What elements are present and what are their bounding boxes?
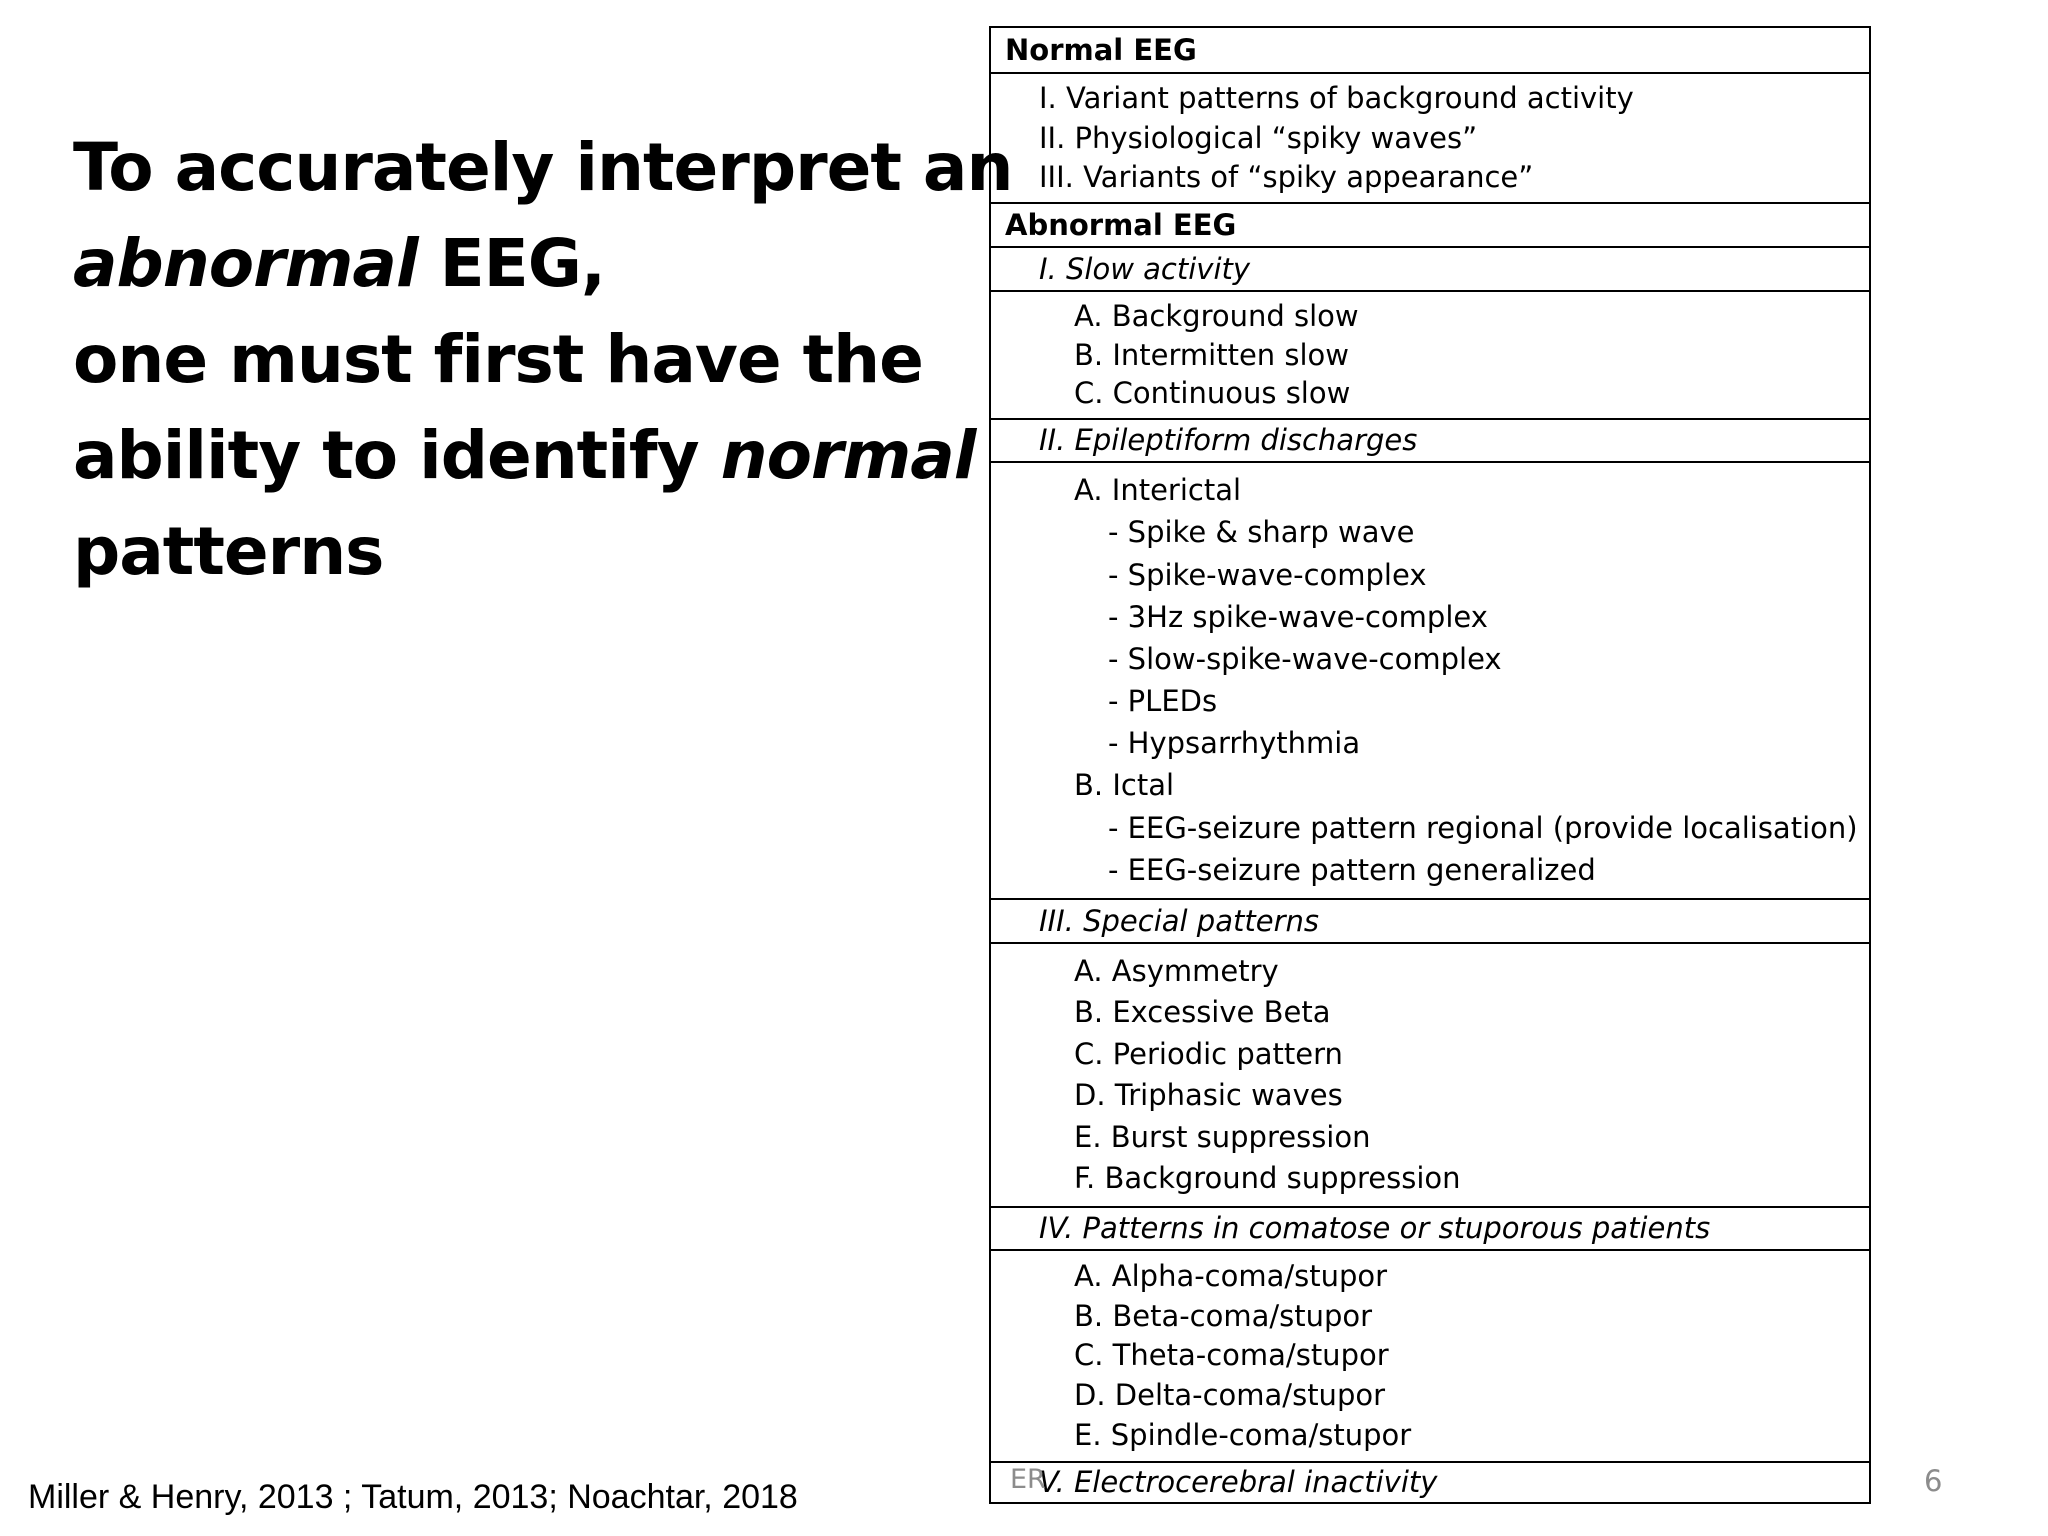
ictal-item: - EEG-seizure pattern regional (provide localisation) bbox=[1108, 810, 1858, 845]
heading-line-3: one must first have the bbox=[73, 321, 923, 398]
interictal-item: - Slow-spike-wave-complex bbox=[1108, 641, 1502, 676]
section-special-title bbox=[991, 898, 1869, 942]
coma-item: D. Delta-coma/stupor bbox=[1074, 1378, 1386, 1413]
coma-patterns-heading: IV. Patterns in comatose or stuporous patients bbox=[1039, 1211, 1711, 1245]
slide-heading bbox=[73, 120, 1013, 600]
heading-line-1: To accurately interpret an bbox=[73, 129, 1013, 206]
epileptiform-heading: II. Epileptiform discharges bbox=[1039, 423, 1418, 457]
interictal-item: - Spike-wave-complex bbox=[1108, 557, 1427, 592]
electrocerebral-inactivity-heading: V. Electrocerebral inactivity bbox=[1039, 1465, 1438, 1499]
coma-item: E. Spindle-coma/stupor bbox=[1074, 1418, 1412, 1453]
special-item: B. Excessive Beta bbox=[1074, 995, 1331, 1030]
ictal-label: B. Ictal bbox=[1074, 768, 1175, 803]
section-slow-items bbox=[991, 290, 1869, 418]
section-normal-items bbox=[991, 72, 1869, 202]
footer-text: ER bbox=[1010, 1464, 1046, 1495]
special-item: D. Triphasic waves bbox=[1074, 1078, 1343, 1113]
normal-eeg-heading: Normal EEG bbox=[1005, 32, 1197, 67]
references-footer: Miller & Henry, 2013 ; Tatum, 2013; Noachtar, 2018 bbox=[28, 1478, 798, 1516]
heading-line-2 bbox=[73, 216, 953, 312]
interictal-item: - Hypsarrhythmia bbox=[1108, 726, 1361, 761]
section-coma-title bbox=[991, 1206, 1869, 1249]
coma-item: B. Beta-coma/stupor bbox=[1074, 1298, 1373, 1333]
special-item: A. Asymmetry bbox=[1074, 953, 1279, 988]
special-item: E. Burst suppression bbox=[1074, 1119, 1371, 1154]
special-patterns-heading: III. Special patterns bbox=[1039, 903, 1319, 938]
section-epileptiform-items bbox=[991, 461, 1869, 898]
abnormal-eeg-heading: Abnormal EEG bbox=[1005, 207, 1237, 242]
interictal-item: - 3Hz spike-wave-complex bbox=[1108, 599, 1488, 634]
normal-item: III. Variants of “spiky appearance” bbox=[1039, 159, 1534, 194]
heading-line-2-rest: EEG, bbox=[417, 225, 605, 302]
slow-activity-heading: I. Slow activity bbox=[1039, 251, 1251, 286]
eeg-classification-table bbox=[989, 26, 1871, 1504]
normal-item: I. Variant patterns of background activity bbox=[1039, 81, 1634, 116]
section-epileptiform-title bbox=[991, 418, 1869, 461]
normal-item: II. Physiological “spiky waves” bbox=[1039, 120, 1478, 155]
ictal-item: - EEG-seizure pattern generalized bbox=[1108, 852, 1596, 887]
section-special-items bbox=[991, 942, 1869, 1206]
heading-emphasis-abnormal: abnormal bbox=[73, 225, 418, 302]
slow-item: B. Intermitten slow bbox=[1074, 337, 1350, 372]
section-abnormal-title bbox=[991, 202, 1869, 246]
slow-item: A. Background slow bbox=[1074, 298, 1359, 333]
heading-line-4-pre: ability to identify bbox=[73, 417, 721, 494]
interictal-label: A. Interictal bbox=[1074, 473, 1242, 508]
interictal-item: - Spike & sharp wave bbox=[1108, 515, 1415, 550]
section-coma-items bbox=[991, 1249, 1869, 1461]
slide-number: 6 bbox=[1924, 1464, 1943, 1498]
interictal-item: - PLEDs bbox=[1108, 684, 1218, 719]
coma-item: C. Theta-coma/stupor bbox=[1074, 1338, 1389, 1373]
special-item: C. Periodic pattern bbox=[1074, 1036, 1343, 1071]
slow-item: C. Continuous slow bbox=[1074, 376, 1351, 411]
heading-emphasis-normal: normal bbox=[720, 417, 976, 494]
section-eci-title bbox=[991, 1461, 1869, 1502]
special-item: F. Background suppression bbox=[1074, 1161, 1461, 1196]
section-normal-title bbox=[991, 28, 1869, 72]
heading-line-4 bbox=[73, 408, 976, 504]
section-slow-title bbox=[991, 246, 1869, 290]
coma-item: A. Alpha-coma/stupor bbox=[1074, 1258, 1388, 1293]
heading-line-5: patterns bbox=[73, 513, 384, 590]
